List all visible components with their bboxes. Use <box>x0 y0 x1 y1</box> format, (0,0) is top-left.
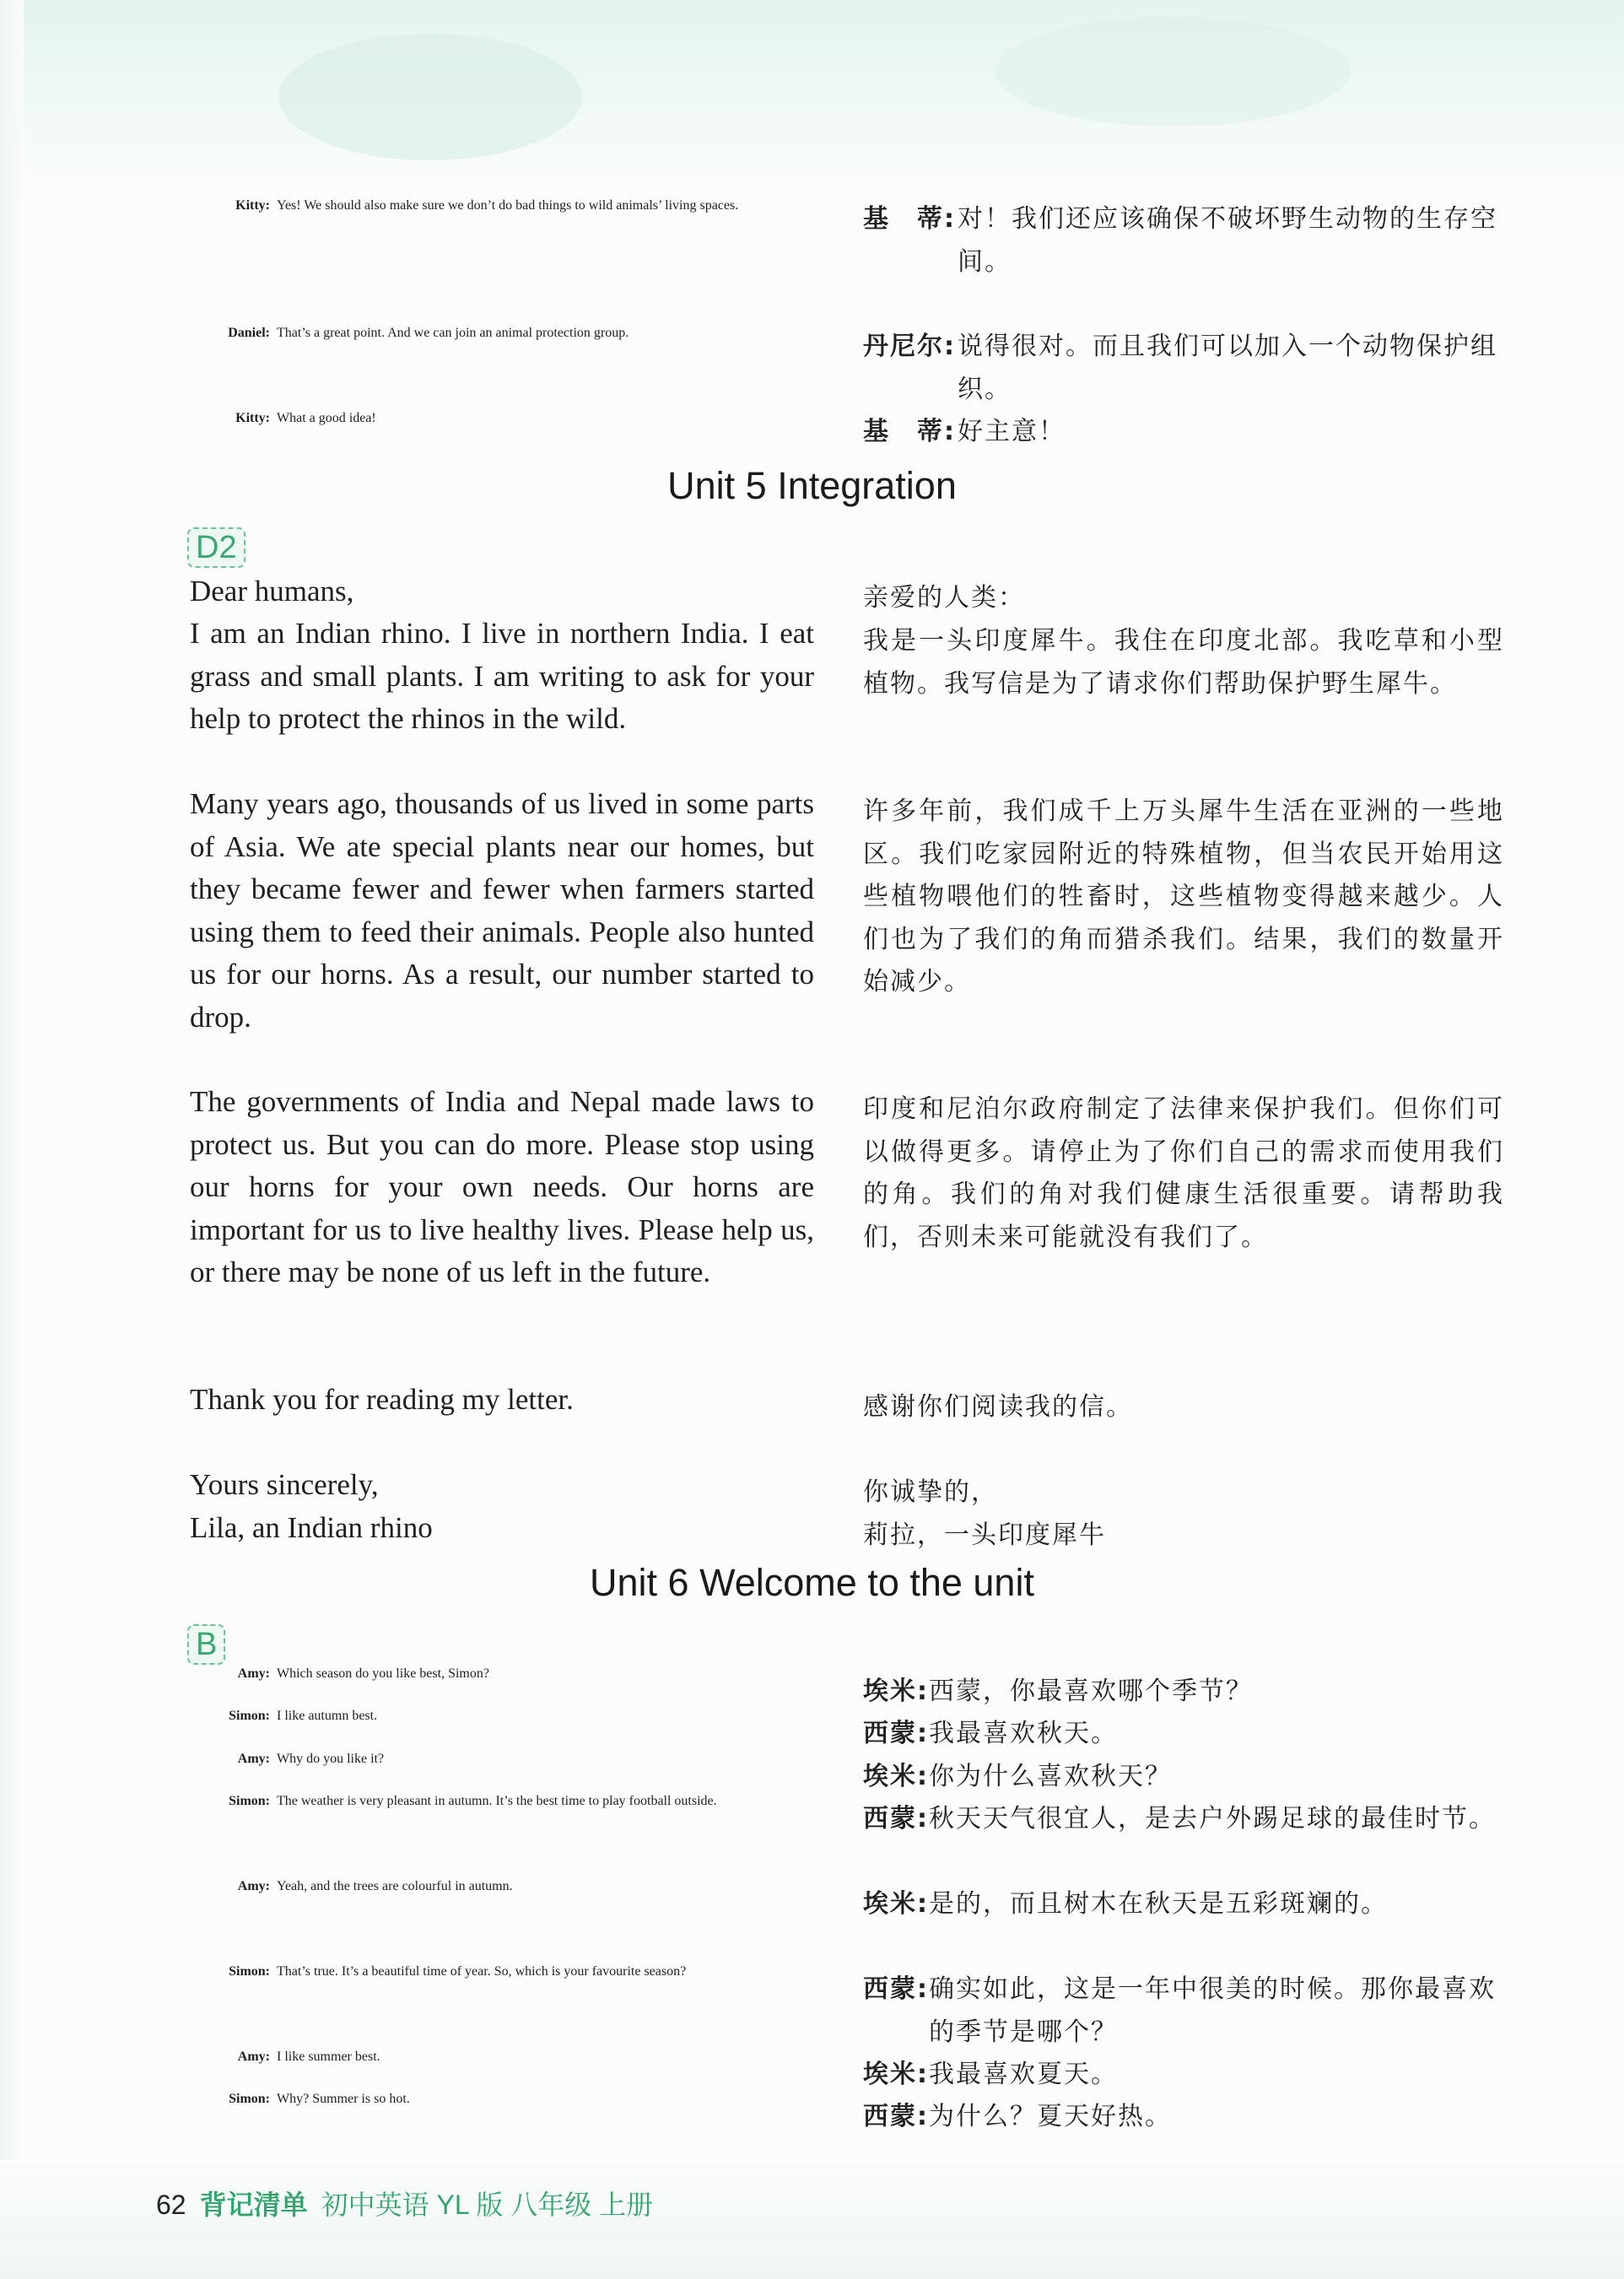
dialogue-text: Yes! We should also make sure we don’t do bad things to wild animals’ living spaces. <box>277 198 739 213</box>
speaker-name: Simon: <box>229 1709 270 1723</box>
dialogue-text: The weather is very pleasant in autumn. It’s the best time to play football outside. <box>277 1794 717 1808</box>
speaker-name-zh: 埃米: <box>863 1762 929 1791</box>
section-tag: B <box>187 1624 225 1665</box>
dialogue-text: That’s true. It’s a beautiful time of year. So, which is your favourite season? <box>277 1964 687 1979</box>
dialogue-text: Which season do you like best, Simon? <box>277 1666 489 1681</box>
speaker-name: Simon: <box>229 2092 270 2106</box>
speaker-name-zh: 基 蒂: <box>863 417 956 446</box>
letter-paragraph: Thank you for reading my letter. <box>190 1383 574 1416</box>
cloud-decoration <box>278 34 582 160</box>
speaker-name-zh: 丹尼尔: <box>863 332 956 361</box>
letter-paragraph-zh: 感谢你们阅读我的信。 <box>863 1392 1133 1422</box>
dialogue-text: I like autumn best. <box>277 1709 378 1723</box>
unit-title: Unit 5 Integration <box>667 464 957 507</box>
dialogue-line-zh <box>863 1671 1504 1714</box>
dialogue-line-zh <box>863 1798 1504 1841</box>
letter-paragraph: Dear humans, <box>190 575 354 608</box>
speaker-name: Amy: <box>237 2049 270 2064</box>
page-footer <box>156 2184 653 2222</box>
dialogue-text-zh: 为什么？夏天好热。 <box>929 2102 1172 2131</box>
dialogue-line-zh <box>863 1883 1504 1926</box>
cloud-decoration <box>995 17 1350 127</box>
dialogue-line <box>190 326 814 341</box>
speaker-name: Simon: <box>229 1964 270 1979</box>
speaker-name-zh: 西蒙: <box>863 1804 929 1833</box>
speaker-name-zh: 西蒙: <box>863 2102 929 2131</box>
letter-signature-zh: 莉拉，一头印度犀牛 <box>863 1520 1106 1550</box>
letter-paragraph-zh: 我是一头印度犀牛。我住在印度北部。我吃草和小型植物。我写信是为了请求你们帮助保护野生犀牛。 <box>863 626 1504 699</box>
dialogue-line-zh <box>863 326 1504 411</box>
dialogue-text: I like summer best. <box>277 2049 380 2064</box>
speaker-name-zh: 埃米: <box>863 1677 929 1706</box>
speaker-name: Simon: <box>229 1794 270 1808</box>
dialogue-text-zh: 说得很对。而且我们可以加入一个动物保护组织。 <box>958 332 1497 404</box>
dialogue-line <box>190 198 814 213</box>
letter-paragraph-zh: 印度和尼泊尔政府制定了法律来保护我们。但你们可以做得更多。请停止为了你们自己的需求而使用我们的角。我们的角对我们健康生活很重要。请帮助我们，否则未来可能就没有我们了。 <box>863 1094 1504 1252</box>
dialogue-text-zh: 我最喜欢秋天。 <box>929 1719 1118 1748</box>
dialogue-text: That’s a great point. And we can join an animal protection group. <box>277 326 629 340</box>
speaker-name: Kitty: <box>235 411 270 425</box>
speaker-name: Amy: <box>237 1752 270 1766</box>
section-tag: D2 <box>187 527 245 568</box>
speaker-name-zh: 西蒙: <box>863 1974 929 2004</box>
dialogue-text: Why? Summer is so hot. <box>277 2092 410 2106</box>
letter-paragraph-zh: 许多年前，我们成千上万头犀牛生活在亚洲的一些地区。我们吃家园附近的特殊植物，但当农民开始用这些植物喂他们的牲畜时，这些植物变得越来越少。人们也为了我们的角而猎杀我们。结果，我们的数量开始减少。 <box>863 797 1504 996</box>
dialogue-text-zh: 是的，而且树木在秋天是五彩斑斓的。 <box>929 1889 1388 1919</box>
speaker-name-zh: 埃米: <box>863 2060 929 2089</box>
dialogue-text: Yeah, and the trees are colourful in autumn. <box>277 1879 513 1893</box>
dialogue-line <box>190 1879 814 1894</box>
dialogue-line-zh <box>863 411 1504 454</box>
dialogue-line-zh <box>863 2096 1504 2139</box>
speaker-name: Kitty: <box>235 198 270 213</box>
dialogue-text-zh: 秋天天气很宜人，是去户外踢足球的最佳时节。 <box>929 1804 1496 1833</box>
speaker-name: Daniel: <box>228 326 270 340</box>
book-title: 背记清单 <box>199 2190 308 2220</box>
dialogue-text-zh: 我最喜欢夏天。 <box>929 2060 1118 2089</box>
dialogue-line-zh <box>863 1713 1504 1756</box>
letter-closing: Yours sincerely, <box>190 1468 379 1501</box>
header-decoration <box>0 0 1624 194</box>
dialogue-text-zh: 确实如此，这是一年中很美的时候。那你最喜欢的季节是哪个？ <box>929 1974 1496 2047</box>
page-edge <box>0 0 24 2279</box>
dialogue-text-zh: 你为什么喜欢秋天？ <box>929 1762 1172 1791</box>
dialogue-line <box>190 1709 814 1724</box>
dialogue-line <box>190 1794 814 1809</box>
dialogue-text: What a good idea! <box>277 411 376 425</box>
unit-title: Unit 6 Welcome to the unit <box>590 1561 1034 1604</box>
dialogue-text-zh: 西蒙，你最喜欢哪个季节？ <box>929 1677 1253 1706</box>
speaker-name-zh: 基 蒂: <box>863 204 956 234</box>
speaker-name: Amy: <box>237 1666 270 1681</box>
dialogue-line <box>190 1964 814 1979</box>
dialogue-line <box>190 1666 814 1682</box>
dialogue-text-zh: 对！我们还应该确保不破坏野生动物的生存空间。 <box>958 204 1497 277</box>
dialogue-line-zh <box>863 1968 1504 2054</box>
letter-paragraph-zh: 亲爱的人类： <box>863 583 1025 613</box>
dialogue-line <box>190 2049 814 2065</box>
letter-paragraph: The governments of India and Nepal made laws to protect us. But you can do more. Please stop using our horns for your own needs. Our horns are important for us to live healthy lives. Please help us, or there may be none of us left in the future. <box>190 1085 814 1288</box>
dialogue-line-zh <box>863 198 1504 284</box>
letter-paragraph: Many years ago, thousands of us lived in some parts of Asia. We ate special plants near our homes, but they became fewer and fewer when farmers started using them to feed their animals. People also hunted us for our horns. As a result, our number started to drop. <box>190 787 814 1034</box>
letter-paragraph: I am an Indian rhino. I live in northern India. I eat grass and small plants. I am writing to ask for your help to protect the rhinos in the wild. <box>190 617 814 735</box>
dialogue-line <box>190 2092 814 2107</box>
dialogue-text-zh: 好主意！ <box>958 417 1066 446</box>
page-number: 62 <box>156 2190 186 2220</box>
speaker-name-zh: 西蒙: <box>863 1719 929 1748</box>
dialogue-line-zh <box>863 1756 1504 1799</box>
speaker-name-zh: 埃米: <box>863 1889 929 1919</box>
dialogue-text: Why do you like it? <box>277 1752 385 1766</box>
book-subtitle: 初中英语 YL 版 八年级 上册 <box>321 2190 654 2220</box>
speaker-name: Amy: <box>237 1879 270 1893</box>
letter-closing-zh: 你诚挚的， <box>863 1477 998 1507</box>
dialogue-line <box>190 411 814 426</box>
dialogue-line-zh <box>863 2054 1504 2097</box>
dialogue-line <box>190 1752 814 1767</box>
letter-signature: Lila, an Indian rhino <box>190 1511 433 1544</box>
